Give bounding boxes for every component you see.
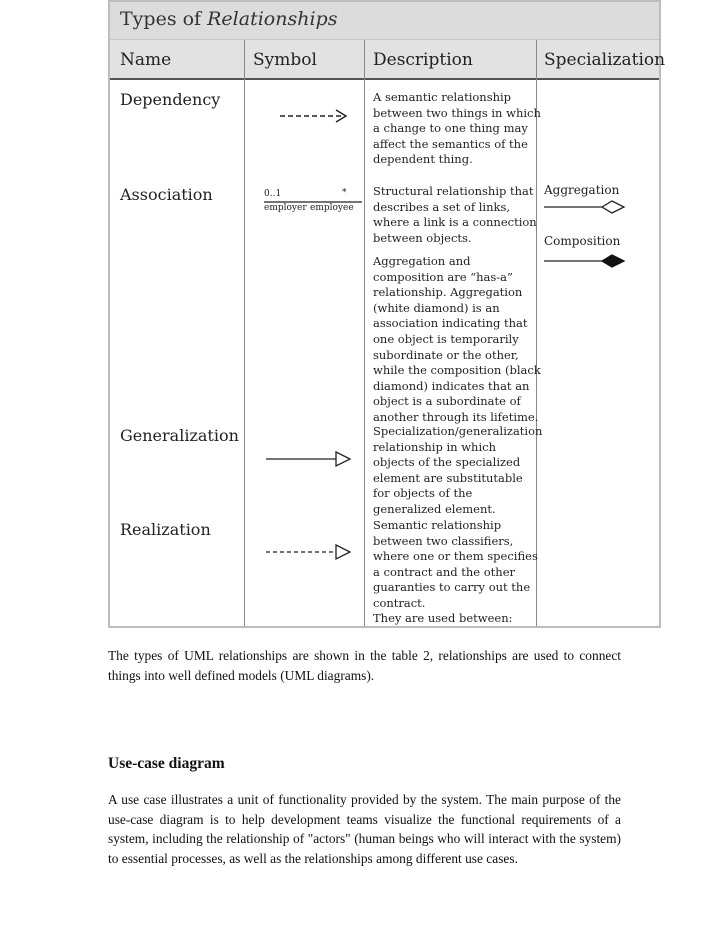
description-realization-tail: They are used between: [373,611,513,625]
row-name-realization: Realization [120,520,211,539]
generalization-arrow-icon [266,450,356,468]
table-caption: The types of UML relationships are shown in the table 2, relationships are used to connect things into well defined models (UML diagrams). [108,648,621,683]
column-divider [244,40,245,626]
header-symbol: Symbol [253,50,317,70]
table-header-row [110,40,666,80]
multiplicity-left: 0..1 [264,189,282,199]
table-title-italic: Relationships [207,8,338,30]
header-name: Name [120,50,172,70]
relationships-table [108,0,666,628]
spec-composition: Composition [544,234,621,248]
composition-diamond-icon [544,252,630,270]
section-heading: Use-case diagram [108,755,225,772]
role-left: employer [264,203,307,213]
table-title-plain: Types of [120,8,208,30]
table-title [120,8,337,30]
section-body: A use case illustrates a unit of functionality provided by the system. The main purpose of the use-case diagram is to help development teams visualize the functional requirements of a system, including the relationship of "actors" (human beings who will interact with the system) to essential processes, as well as the relationships among different use cases. [108,792,621,866]
description-generalization: Specialization/generalization relationship in which objects of the specialized element are substitutable for objects of the generalized element. [373,424,543,516]
row-name-dependency: Dependency [120,90,221,109]
association-line-icon [264,200,364,204]
realization-arrow-icon [266,543,356,561]
spec-aggregation: Aggregation [544,183,620,197]
dependency-arrow-icon [280,108,350,124]
description-realization: Semantic relationship between two classifiers, where one or them specifies a contract and the other guaranties to carry out the contract. [373,518,538,610]
role-right: employee [310,203,354,213]
description-association: Structural relationship that describes a set of links, where a link is a connection between objects. [373,184,537,245]
header-description: Description [373,50,473,70]
multiplicity-right: * [342,188,347,198]
row-name-association: Association [120,185,213,204]
column-divider [364,40,365,626]
aggregation-diamond-icon [544,198,630,216]
description-association-2: Aggregation and composition are “has-a” relationship. Aggregation (white diamond) is an association indicating that one object is temporarily subordinate or the other, while the composition (black diamond) indicates that an object is a subordinate of another through its lifetime. [373,254,541,424]
table-title-bar [110,0,659,40]
row-name-generalization: Generalization [120,426,239,445]
header-specialization: Specialization [544,50,666,70]
description-dependency: A semantic relationship between two things in which a change to one thing may affect the semantics of the dependent thing. [373,90,541,167]
